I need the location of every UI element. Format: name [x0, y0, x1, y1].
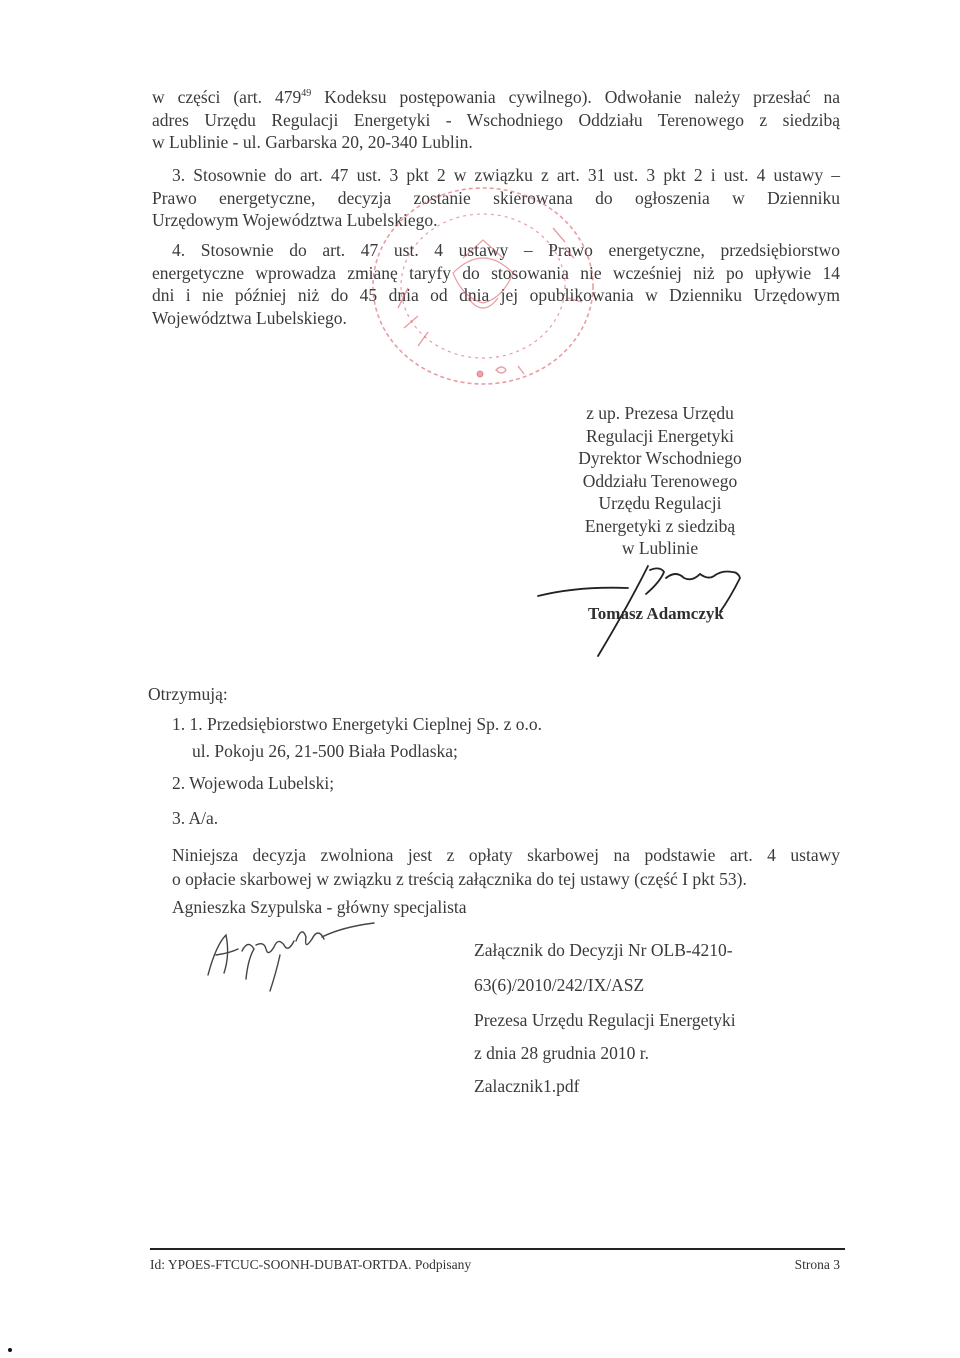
signatory-line-2: Regulacji Energetyki — [586, 425, 734, 446]
appeal-line-2: adres Urzędu Regulacji Energetyki - Wschodniego Oddziału Terenowego z siedzibą — [152, 109, 840, 130]
tariff-line-1: 4. Stosownie do art. 47 ust. 4 ustawy – Prawo energetyczne, przedsiębiorstwo — [172, 240, 840, 260]
attachment-line-4: z dnia 28 grudnia 2010 r. — [474, 1043, 649, 1063]
attachment-line-3: Prezesa Urzędu Regulacji Energetyki — [474, 1010, 736, 1030]
publication-line-2: Prawo energetyczne, decyzja zostanie skierowana do ogłoszenia w Dzienniku — [152, 187, 840, 208]
recipient-item: ul. Pokoju 26, 21-500 Biała Podlaska; — [192, 741, 458, 761]
attachment-line-1: Załącznik do Decyzji Nr OLB-4210- — [474, 940, 733, 960]
signatory-line-7: w Lublinie — [621, 538, 699, 558]
scan-speck — [8, 1348, 12, 1352]
note-line-2: o opłacie skarbowej w związku z treścią załącznika do tej ustawy (część I pkt 53). — [172, 869, 747, 889]
recipient-item: 3. A/a. — [172, 808, 219, 828]
signatory-line-3: Dyrektor Wschodniego — [578, 448, 742, 468]
page-number: Strona 3 — [794, 1257, 840, 1272]
director-name: Tomasz Adamczyk — [588, 604, 724, 623]
footer-rule — [150, 1248, 845, 1250]
signatory-line-5: Urzędu Regulacji — [598, 493, 722, 513]
recipient-item: 2. Wojewoda Lubelski; — [172, 773, 335, 793]
specialist-handwritten-signature — [196, 915, 386, 1005]
signatory-line-1: z up. Prezesa Urzędu — [586, 403, 734, 423]
appeal-line-3: w Lublinie - ul. Garbarska 20, 20-340 Lublin. — [152, 132, 473, 152]
publication-line-3: Urzędowym Województwa Lubelskiego. — [152, 210, 438, 230]
appeal-paragraph — [152, 86, 840, 154]
note-line-1: Niniejsza decyzja zwolniona jest z opłaty skarbowej na podstawie art. 4 ustawy — [172, 845, 840, 865]
stamp-duty-note — [172, 843, 840, 891]
signatory-block — [560, 402, 760, 560]
document-id: Id: YPOES-FTCUC-SOONH-DUBAT-ORTDA. Podpisany — [150, 1257, 472, 1272]
tariff-line-4: Województwa Lubelskiego. — [152, 307, 347, 328]
attachment-line-2: 63(6)/2010/242/IX/ASZ — [474, 975, 645, 995]
attachment-link[interactable]: Zalacznik1.pdf — [474, 1076, 580, 1096]
signatory-line-4: Oddziału Terenowego — [582, 470, 738, 491]
tariff-line-3: dni i nie później niż do 45 dnia od dnia jej opublikowania w Dzienniku Urzędowym — [152, 285, 840, 305]
recipient-item: 1. 1. Przedsiębiorstwo Energetyki Cieplnej Sp. z o.o. — [172, 714, 543, 734]
official-seal-stamp — [358, 178, 608, 398]
publication-line-1: 3. Stosownie do art. 47 ust. 3 pkt 2 w związku z art. 31 ust. 3 pkt 2 i ust. 4 ustawy – — [172, 165, 840, 185]
prepared-by: Agnieszka Szypulska - główny specjalista — [172, 897, 467, 917]
appeal-line-1: w części (art. $479^{49}$ Kodeksu postępowania cywilnego). Odwołanie należy przesłać na — [152, 87, 841, 107]
director-handwritten-signature — [528, 548, 768, 658]
recipients-heading: Otrzymują: — [148, 684, 228, 704]
tariff-line-2: energetyczne wprowadza zmianę taryfy do stosowania nie wcześniej niż po upływie 14 — [152, 262, 840, 283]
signatory-line-6: Energetyki z siedzibą — [584, 515, 736, 536]
